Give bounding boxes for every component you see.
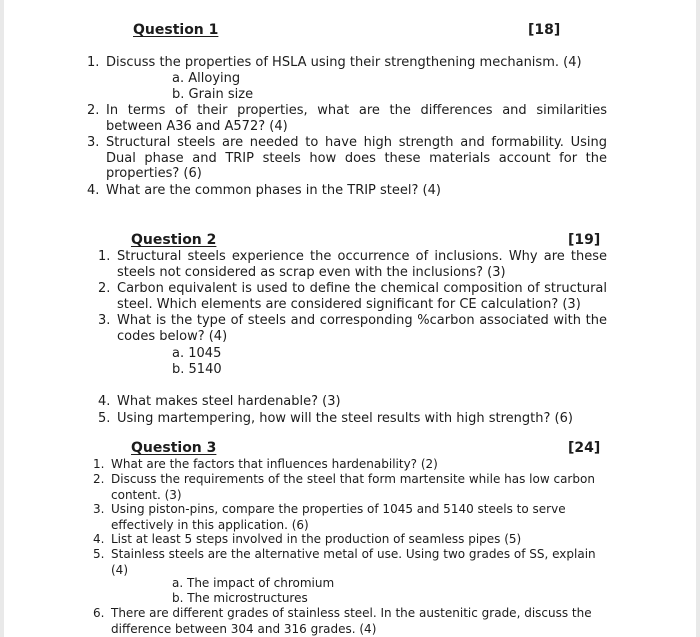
q3-item-5: 5. Stainless steels are the alternative metal of use. Using two grades of SS, explain (4): [93, 547, 596, 577]
q1-item-1: 1. Discuss the properties of HSLA using their strengthening mechanism. (4): [87, 55, 582, 70]
question-3-title: Question 3: [131, 440, 217, 456]
q1-subitem-a: a. Alloying: [172, 71, 241, 86]
question-2-title: Question 2: [131, 232, 217, 248]
question-3-heading: [131, 440, 216, 456]
q3-item-1: 1. What are the factors that influences hardenability? (2): [93, 457, 438, 471]
q3-item-2: 2. Discuss the requirements of the steel that form martensite while has low carbon content. (3): [93, 472, 595, 502]
q3-item-6: 6. There are different grades of stainless steel. In the austenitic grade, discuss the difference between 304 and 316 grades. (4): [93, 606, 592, 636]
q2-item-2: 2. Carbon equivalent is used to define the chemical composition of structural steel. Which elements are considered significant for CE calculation? (3): [98, 281, 607, 312]
q3-subitem-b: b. The microstructures: [172, 591, 308, 605]
q2-item-4: 4. What makes steel hardenable? (3): [98, 394, 341, 409]
q3-item-4: 4. List at least 5 steps involved in the production of seamless pipes (5): [93, 532, 522, 546]
q2-item-3: 3. What is the type of steels and corresponding %carbon associated with the codes below? (4): [98, 313, 607, 344]
q1-item-2: 2. In terms of their properties, what are the differences and similarities between A36 and A572? (4): [87, 103, 607, 134]
q2-subitem-b: b. 5140: [172, 362, 222, 377]
question-2-heading: [131, 232, 216, 248]
q1-item-3: 3. Structural steels are needed to have high strength and formability. Using Dual phase and TRIP steels how does these materials account for the properties? (6): [87, 135, 607, 182]
question-1-title: Question 1: [133, 22, 219, 38]
question-2-marks: [19]: [568, 232, 601, 248]
q1-subitem-b: b. Grain size: [172, 87, 254, 102]
q3-subitem-a: a. The impact of chromium: [172, 576, 335, 590]
q1-item-4: 4. What are the common phases in the TRIP steel? (4): [87, 183, 441, 198]
q2-subitem-a: a. 1045: [172, 346, 222, 361]
question-3-marks: [24]: [568, 440, 601, 456]
q2-item-5: 5. Using martempering, how will the steel results with high strength? (6): [98, 411, 573, 426]
q3-item-3: 3. Using piston-pins, compare the properties of 1045 and 5140 steels to serve effectively in this application. (6): [93, 502, 566, 532]
question-1-marks: [18]: [528, 22, 561, 38]
question-1-heading: [133, 22, 218, 38]
q2-item-1: 1. Structural steels experience the occurrence of inclusions. Why are these steels not considered as scrap even with the inclusions? (3): [98, 249, 607, 280]
